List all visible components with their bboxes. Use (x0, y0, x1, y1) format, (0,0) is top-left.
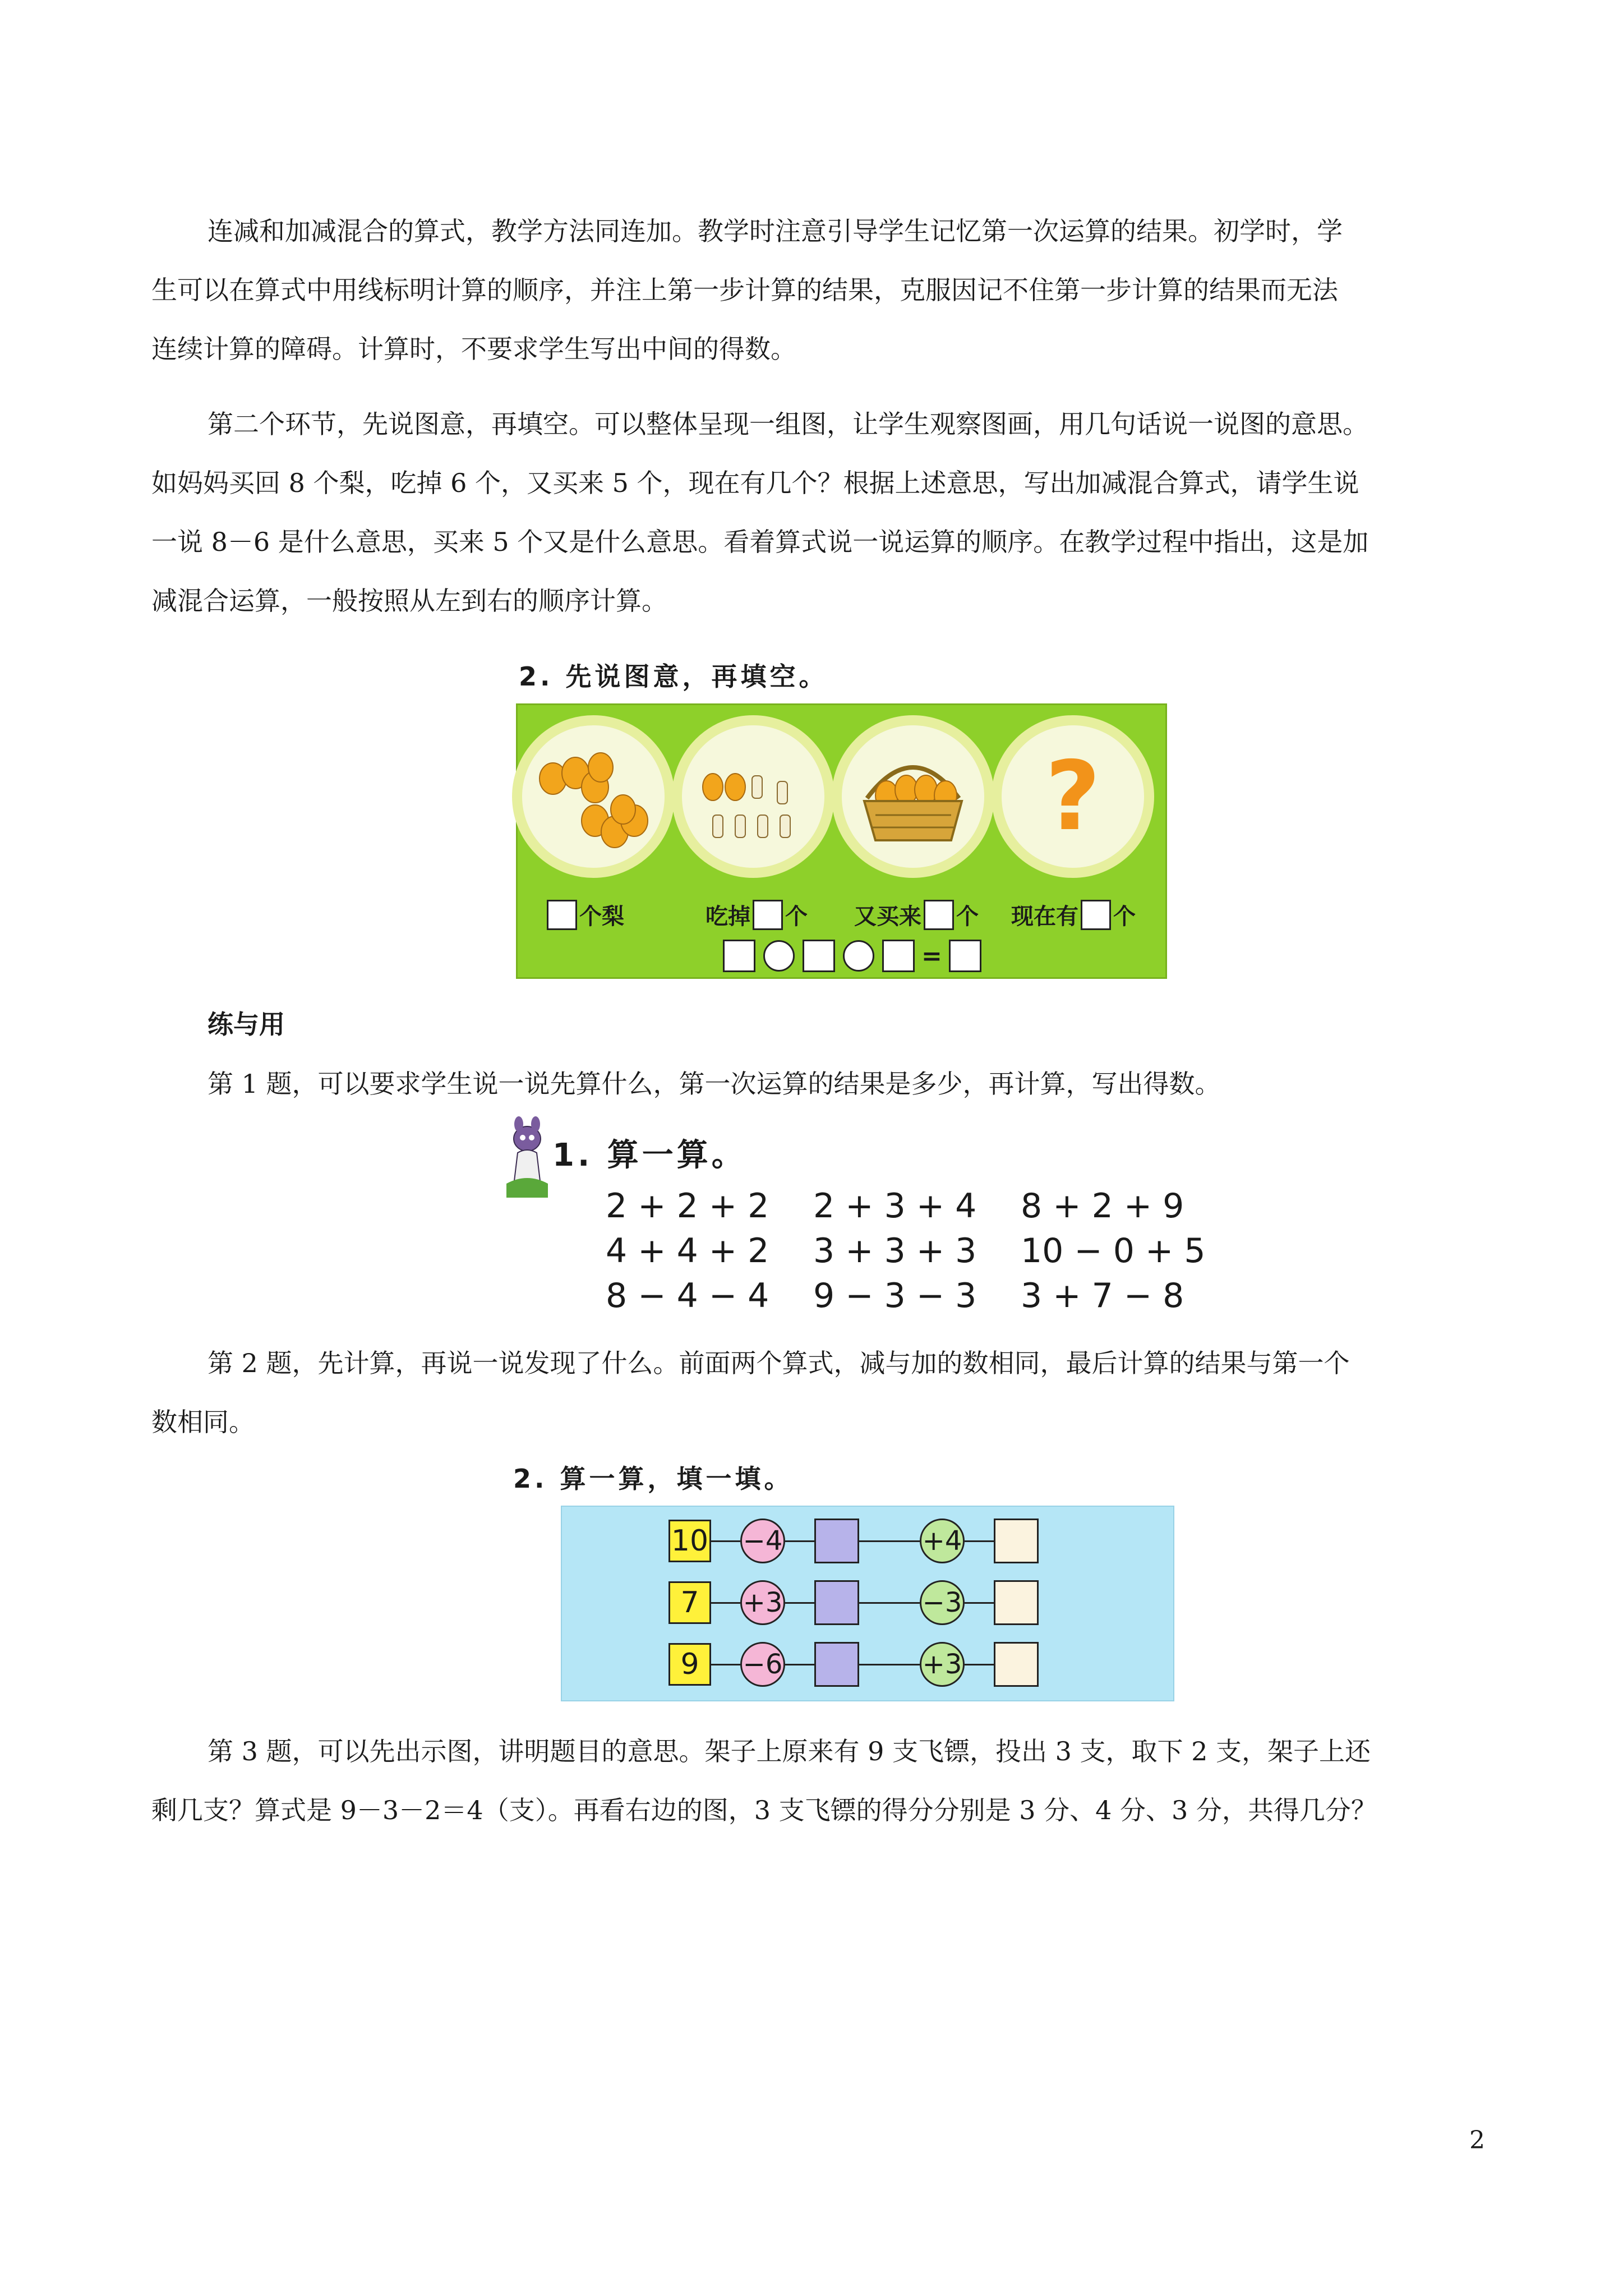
label-text: 个 (1113, 904, 1136, 930)
connector-line (859, 1540, 920, 1542)
exercise-item: 4 + 4 + 2 (606, 1231, 769, 1271)
exercise-item: 8 − 4 − 4 (606, 1276, 769, 1315)
exercise-item: 3 + 3 + 3 (813, 1231, 977, 1271)
paragraph-2 (151, 395, 1486, 631)
label-text: 个 (785, 904, 808, 930)
pears-and-cores-icon (682, 725, 824, 868)
mascot-icon (502, 1116, 552, 1200)
connector-line (711, 1540, 740, 1542)
paragraph-1 (151, 202, 1486, 379)
text-line: 连续计算的障碍。计算时，不要求学生写出中间的得数。 (151, 334, 796, 364)
page-number: 2 (1469, 2126, 1485, 2155)
label-now (1011, 899, 1136, 931)
start-number: 7 (668, 1581, 711, 1624)
answer-box (753, 900, 783, 930)
text-line: 一说 8－6 是什么意思，买来 5 个又是什么意思。看着算式说一说运算的顺序。在教学过程中指出，这是加 (151, 527, 1369, 557)
pears-icon (522, 725, 665, 868)
text-line: 生可以在算式中用线标明计算的顺序，并注上第一步计算的结果，克服因记不住第一步计算的结果而无法 (151, 275, 1338, 305)
connector-line (965, 1540, 994, 1542)
pear-basket-icon (842, 725, 984, 868)
chain-figure-panel (561, 1506, 1174, 1701)
answer-box (1081, 900, 1111, 930)
answer-box (994, 1642, 1039, 1687)
text-line: 如妈妈买回 8 个梨，吃掉 6 个，又买来 5 个，现在有几个？根据上述意思，写出加减混合算式，请学生说 (151, 468, 1359, 498)
number-box (882, 940, 915, 972)
pear-figure-panel (516, 703, 1167, 979)
connector-line (711, 1602, 740, 1604)
operation-circle: −6 (740, 1642, 785, 1687)
answer-box (547, 900, 577, 930)
equation-template (720, 940, 985, 972)
text-line: 第 3 题，可以先出示图，讲明题目的意思。架子上原来有 9 支飞镖，投出 3 支，取下 2 支，架子上还 (208, 1736, 1371, 1766)
operation-circle: +4 (920, 1519, 965, 1563)
answer-box (814, 1519, 859, 1563)
answer-box (924, 900, 954, 930)
chain-row (668, 1639, 1039, 1690)
label-bought (854, 899, 979, 931)
exercise-row (606, 1184, 1228, 1228)
label-pears (545, 899, 624, 931)
connector-line (785, 1664, 814, 1665)
figure3-title: 2. 算一算，填一填。 (513, 1464, 794, 1494)
operation-circle: −3 (920, 1580, 965, 1625)
exercise-item: 9 − 3 − 3 (813, 1276, 977, 1315)
text-line: 第二个环节，先说图意，再填空。可以整体呈现一组图，让学生观察图画，用几句话说一说图的意思。 (208, 409, 1368, 439)
label-text: 吃掉 (706, 904, 750, 930)
connector-line (711, 1664, 740, 1665)
figure2-title: 1. 算一算。 (552, 1137, 746, 1174)
exercise-item: 10 − 0 + 5 (1021, 1231, 1206, 1271)
label-text: 个 (956, 904, 979, 930)
text-line: 第 1 题，可以要求学生说一说先算什么，第一次运算的结果是多少，再计算，写出得数。 (208, 1069, 1221, 1099)
figure1-title: 2. 先说图意，再填空。 (519, 661, 828, 692)
label-text: 个梨 (579, 904, 624, 930)
exercise-item: 2 + 2 + 2 (606, 1186, 769, 1226)
answer-box (814, 1642, 859, 1687)
pear-circle-2 (672, 715, 834, 878)
operation-circle: +3 (920, 1642, 965, 1687)
pear-circle-1 (512, 715, 675, 878)
connector-line (859, 1602, 920, 1604)
equals-sign: = (921, 941, 942, 970)
paragraph-4 (151, 1334, 1486, 1452)
text-line: 数相同。 (151, 1407, 255, 1437)
operator-circle (763, 940, 795, 972)
exercise-row (606, 1273, 1228, 1318)
connector-line (965, 1664, 994, 1665)
pear-circle-3 (832, 715, 994, 878)
start-number: 9 (668, 1643, 711, 1686)
answer-box (994, 1519, 1039, 1563)
text-line: 第 2 题，先计算，再说一说发现了什么。前面两个算式，减与加的数相同，最后计算的结果与第一个 (208, 1348, 1350, 1378)
paragraph-3 (208, 1055, 1486, 1114)
section-heading: 练与用 (208, 1009, 285, 1039)
answer-box (994, 1580, 1039, 1625)
chain-row (668, 1516, 1039, 1566)
label-eaten (706, 899, 808, 931)
start-number: 10 (668, 1520, 711, 1562)
text-line: 连减和加减混合的算式，教学方法同连加。教学时注意引导学生记忆第一次运算的结果。初学时，学 (208, 216, 1343, 246)
exercise-item: 3 + 7 − 8 (1021, 1276, 1184, 1315)
exercise-grid (606, 1184, 1228, 1318)
label-text: 现在有 (1011, 904, 1078, 930)
text-line: 减混合运算，一般按照从左到右的顺序计算。 (151, 586, 667, 616)
operation-circle: −4 (740, 1519, 785, 1563)
connector-line (965, 1602, 994, 1604)
exercise-item: 8 + 2 + 9 (1021, 1186, 1184, 1226)
exercise-item: 2 + 3 + 4 (813, 1186, 977, 1226)
operation-circle: +3 (740, 1580, 785, 1625)
operator-circle (843, 940, 874, 972)
chain-row (668, 1577, 1039, 1628)
pear-circle-4 (992, 715, 1154, 878)
number-box (803, 940, 835, 972)
paragraph-5 (151, 1722, 1486, 1840)
exercise-row (606, 1228, 1228, 1273)
number-box (723, 940, 755, 972)
connector-line (785, 1602, 814, 1604)
label-text: 又买来 (854, 904, 921, 930)
question-mark-icon: ? (1045, 741, 1101, 852)
text-line: 剩几支？算式是 9－3－2＝4（支）。再看右边的图，3 支飞镖的得分分别是 3 分、4 分、3 分，共得几分？ (151, 1795, 1377, 1825)
connector-line (785, 1540, 814, 1542)
answer-box (814, 1580, 859, 1625)
connector-line (859, 1664, 920, 1665)
result-box (949, 940, 981, 972)
